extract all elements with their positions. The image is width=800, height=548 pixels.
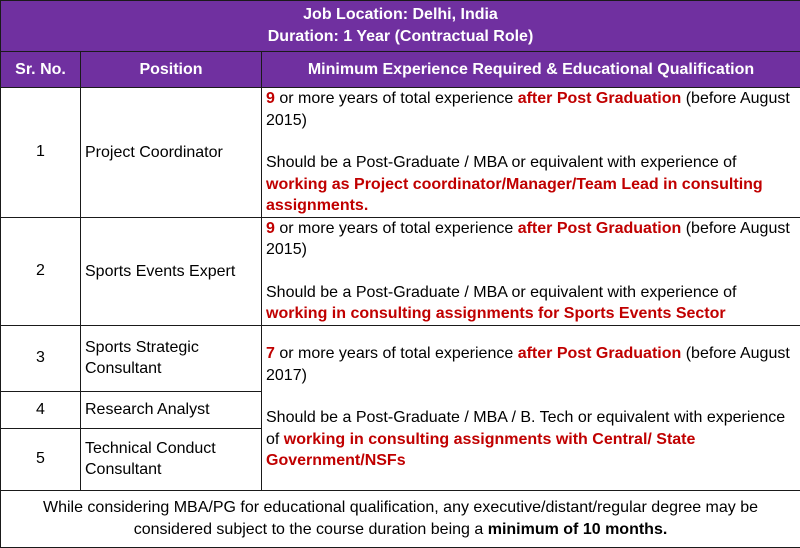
position-cell: Sports Events Expert: [81, 217, 262, 325]
date-text: (before August 2017): [266, 345, 790, 384]
footer-note: [1, 490, 800, 547]
date-text: (before August 2015): [266, 90, 790, 129]
header-position: Position: [81, 52, 262, 88]
sr-no-cell: 3: [1, 325, 81, 391]
qualification-cell: [262, 217, 800, 325]
years-value: 9: [266, 220, 275, 237]
qualification-label: Should be a Post-Graduate / MBA or equivalent with experience of: [266, 154, 737, 171]
qualification-text: [266, 407, 800, 472]
after-pg-text: after Post Graduation: [518, 220, 682, 237]
experience-text: [266, 343, 800, 386]
position-cell: Research Analyst: [81, 391, 262, 428]
qualification-highlight: working as Project coordinator/Manager/Team Lead in consulting assignments.: [266, 176, 763, 215]
experience-label: or more years of total experience: [275, 220, 518, 237]
table-row: [1, 88, 800, 218]
sr-no-cell: 1: [1, 88, 81, 218]
years-value: 7: [266, 345, 275, 362]
after-pg-text: after Post Graduation: [518, 90, 682, 107]
job-banner: [1, 1, 800, 52]
sr-no-cell: 2: [1, 217, 81, 325]
qualification-highlight: working in consulting assignments with Central/ State Government/NSFs: [266, 431, 695, 470]
table-row: [1, 325, 800, 391]
qualification-text: [266, 282, 800, 325]
years-value: 9: [266, 90, 275, 107]
qualification-label: Should be a Post-Graduate / MBA or equivalent with experience of: [266, 284, 737, 301]
footer-bold-text: minimum of 10 months.: [488, 521, 668, 538]
experience-text: [266, 218, 800, 261]
qualification-cell: [262, 325, 800, 490]
qualification-cell: [262, 88, 800, 218]
position-cell: Technical Conduct Consultant: [81, 428, 262, 490]
date-text: (before August 2015): [266, 220, 790, 259]
after-pg-text: after Post Graduation: [518, 345, 682, 362]
sr-no-cell: 5: [1, 428, 81, 490]
position-cell: Project Coordinator: [81, 88, 262, 218]
job-duration: Duration: 1 Year (Contractual Role): [1, 26, 800, 48]
qualification-highlight: working in consulting assignments for Sports Events Sector: [266, 305, 726, 322]
footer-text: While considering MBA/PG for educational qualification, any executive/distant/regular degree may be considered subject to the course duration being a: [43, 499, 758, 538]
sr-no-cell: 4: [1, 391, 81, 428]
qualification-text: [266, 152, 800, 217]
qualification-label: Should be a Post-Graduate / MBA / B. Tech or equivalent with experience of: [266, 409, 785, 448]
job-location: Job Location: Delhi, India: [1, 4, 800, 26]
table-row: [1, 217, 800, 325]
header-sr-no: Sr. No.: [1, 52, 81, 88]
header-qualification: Minimum Experience Required & Educational Qualification: [262, 52, 800, 88]
experience-label: or more years of total experience: [275, 90, 518, 107]
position-cell: Sports Strategic Consultant: [81, 325, 262, 391]
experience-label: or more years of total experience: [275, 345, 518, 362]
experience-text: [266, 88, 800, 131]
